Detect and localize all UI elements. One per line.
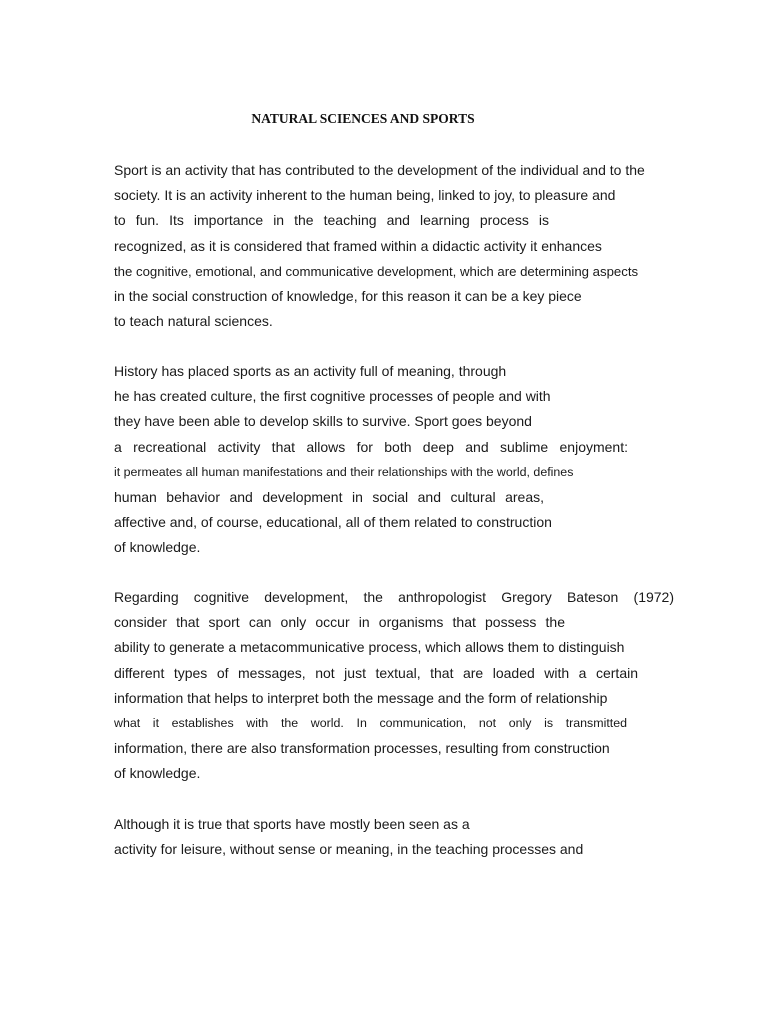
paragraph-line: activity for leisure, without sense or meaning, in the teaching processes and [114, 841, 584, 858]
paragraph-line: what it establishes with the world. In communication, not only is transmitted [114, 715, 627, 730]
paragraph-line: information, there are also transformation processes, resulting from construction [114, 740, 610, 757]
paragraph-line: it permeates all human manifestations and their relationships with the world, defines [114, 464, 574, 479]
paragraph-2 [114, 359, 694, 561]
paragraph-line: to fun. Its importance in the teaching and learning process is [114, 212, 549, 229]
paragraph-line: a recreational activity that allows for both deep and sublime enjoyment: [114, 438, 628, 455]
paragraph-line: to teach natural sciences. [114, 313, 273, 330]
paragraph-line: the cognitive, emotional, and communicative development, which are determining aspects [114, 263, 639, 279]
document-title: NATURAL SCIENCES AND SPORTS [251, 111, 475, 126]
paragraph-line: of knowledge. [114, 765, 201, 782]
paragraph-line: affective and, of course, educational, all of them related to construction [114, 514, 552, 531]
paragraph-line: Sport is an activity that has contributed to the development of the individual and to the [114, 162, 645, 178]
paragraph-line: ability to generate a metacommunicative process, which allows them to distinguish [114, 639, 625, 656]
paragraph-line: human behavior and development in social and cultural areas, [114, 488, 544, 505]
paragraph-line: society. It is an activity inherent to the human being, linked to joy, to pleasure and [114, 187, 616, 204]
paragraph-1 [114, 158, 694, 334]
paragraph-line: Although it is true that sports have mostly been seen as a [114, 816, 470, 832]
paragraph-line: in the social construction of knowledge, for this reason it can be a key piece [114, 287, 582, 304]
paragraph-line: of knowledge. [114, 539, 201, 556]
paragraph-3 [114, 585, 694, 787]
paragraph-line: History has placed sports as an activity full of meaning, through [114, 363, 507, 379]
paragraph-line: recognized, as it is considered that framed within a didactic activity it enhances [114, 237, 602, 254]
paragraph-4 [114, 812, 694, 862]
paragraph-line: different types of messages, not just textual, that are loaded with a certain [114, 664, 638, 681]
paragraph-line: they have been able to develop skills to survive. Sport goes beyond [114, 413, 532, 430]
paragraph-line: Regarding cognitive development, the anthropologist Gregory Bateson (1972) [114, 589, 674, 605]
paragraph-line: information that helps to interpret both the message and the form of relationship [114, 689, 608, 706]
paragraph-line: he has created culture, the first cognitive processes of people and with [114, 388, 551, 405]
paragraph-line: consider that sport can only occur in organisms that possess the [114, 614, 565, 631]
